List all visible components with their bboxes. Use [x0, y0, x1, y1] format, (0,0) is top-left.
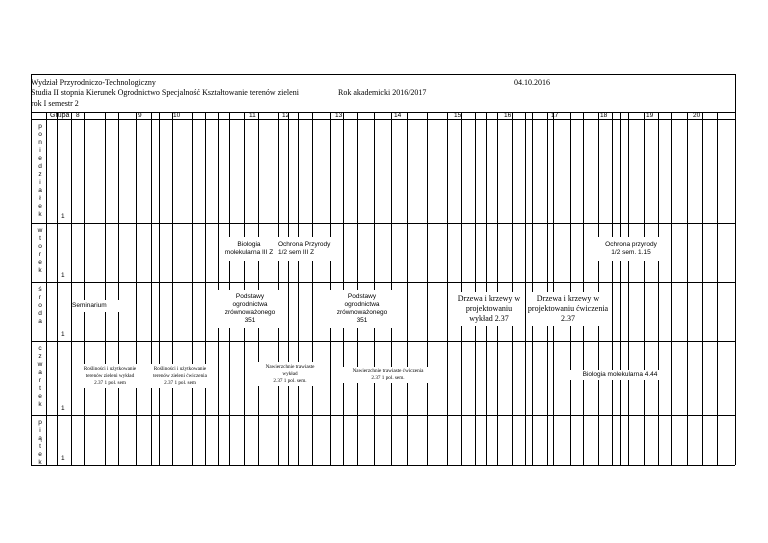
course-thu-biologia[interactable]: [570, 370, 670, 380]
group-number: 1: [61, 331, 65, 338]
column-line: [702, 112, 703, 465]
course-thu-roslinnosci-cwiczenia[interactable]: [146, 364, 214, 388]
column-line: [298, 112, 299, 465]
course-line: 2.37 1 pol. sem.: [273, 377, 307, 384]
hour-label: 10: [173, 112, 181, 119]
column-line: [391, 112, 392, 465]
course-line: Podstawy: [347, 293, 377, 300]
course-line: ogrodnictwa: [344, 301, 380, 308]
hour-label: 14: [394, 112, 402, 119]
course-wed-podstawy-1[interactable]: [218, 290, 282, 328]
day-letter: a: [38, 318, 42, 325]
day-letter: n: [38, 139, 42, 146]
course-line: wykład 2.37: [469, 314, 509, 323]
course-line: 2.37 1 pol. sem: [164, 379, 196, 386]
row-line: [31, 465, 735, 466]
course-line: Seminarium: [72, 302, 107, 309]
course-thu-nawierzchnie-wyklad[interactable]: [256, 362, 324, 386]
column-line: [570, 112, 571, 465]
day-letter: o: [38, 302, 42, 309]
hour-label: 20: [693, 112, 701, 119]
column-line: [658, 112, 659, 465]
column-line: [312, 112, 313, 465]
column-line: [172, 112, 173, 465]
group-number: 1: [61, 455, 65, 462]
document-date: 04.10.2016: [514, 78, 550, 87]
course-line: 2.37 1 pol. sem.: [371, 375, 405, 381]
hour-label: 15: [454, 112, 462, 119]
course-line: Rośliności i użytkowanie: [83, 365, 137, 372]
day-letter: k: [38, 211, 42, 218]
course-tue-biologia[interactable]: [222, 237, 276, 261]
column-line: [735, 112, 736, 465]
course-tue-ochrona[interactable]: [278, 237, 336, 261]
column-line: [475, 112, 476, 465]
column-line: [532, 112, 533, 465]
day-letter: z: [38, 171, 42, 178]
column-line: [192, 112, 193, 465]
column-line: [583, 112, 584, 465]
day-letter: k: [38, 459, 42, 466]
course-thu-nawierzchnie-cwiczenia[interactable]: [342, 367, 434, 383]
day-letter: e: [38, 393, 42, 400]
course-line: wykład: [282, 370, 298, 377]
frame-left: [31, 74, 32, 465]
course-line: Drzewa i krzewy w: [536, 294, 600, 303]
column-line: [136, 112, 137, 465]
course-tue-ochrona2[interactable]: [598, 237, 664, 261]
column-line: [687, 112, 688, 465]
day-letter: r: [38, 294, 42, 301]
day-letter: t: [39, 443, 41, 450]
course-wed-seminarium[interactable]: [72, 300, 132, 312]
column-line: [105, 112, 106, 465]
course-line: 351: [356, 317, 368, 324]
hour-label: 12: [282, 112, 290, 119]
day-letter: k: [38, 267, 42, 274]
column-line: [497, 112, 498, 465]
column-line: [486, 112, 487, 465]
column-line: [512, 112, 513, 465]
day-letter: o: [38, 243, 42, 250]
column-line: [57, 112, 58, 465]
column-line: [258, 112, 259, 465]
day-letter: p: [38, 419, 42, 426]
column-line: [343, 112, 344, 465]
day-letter: i: [39, 427, 41, 434]
hour-label: 11: [249, 112, 256, 119]
course-line: Biologia: [237, 241, 261, 248]
course-line: terenów zieleni ćwiczenia: [153, 372, 207, 379]
column-line: [461, 112, 462, 465]
course-line: projektowaniu: [465, 304, 513, 313]
day-letter: d: [38, 163, 42, 170]
day-letter: i: [39, 147, 41, 154]
column-line: [46, 112, 47, 465]
academic-year: Rok akademicki 2016/2017: [338, 88, 427, 97]
day-letter: d: [38, 310, 42, 317]
column-line: [374, 112, 375, 465]
course-line: Nawierzchnie trawiaste: [265, 363, 315, 370]
course-thu-roslinnosci-wyklad[interactable]: [76, 364, 144, 388]
year-semester: rok I semestr 2: [31, 99, 79, 108]
group-number: 1: [61, 405, 65, 412]
hour-label: 18: [600, 112, 608, 119]
faculty-name: Wydział Przyrodniczo-Technologiczny: [31, 78, 156, 87]
hour-label: 19: [646, 112, 654, 119]
course-line: 351: [244, 317, 256, 324]
course-line: Biologia molekularna 4.44: [582, 371, 658, 378]
day-letter: ą: [38, 435, 42, 442]
course-wed-drzewa-cwiczenia[interactable]: [526, 292, 610, 326]
course-line: 2.37 1 pol. sem: [94, 379, 126, 386]
column-line: [671, 112, 672, 465]
column-line: [357, 112, 358, 465]
course-line: 2.37: [561, 314, 575, 323]
group-number: 1: [61, 272, 65, 279]
study-info: Studia II stopnia Kierunek Ogrodnictwo Specjalność Kształtowanie terenów zieleni: [31, 88, 299, 97]
course-line: zrównoważonego: [224, 309, 276, 316]
day-letter: ś: [38, 286, 42, 293]
day-letter: w: [37, 227, 43, 234]
column-line: [598, 112, 599, 465]
column-line: [84, 112, 85, 465]
day-letter: w: [37, 361, 43, 368]
day-letter: e: [38, 259, 42, 266]
hour-label: 13: [335, 112, 343, 119]
hour-label: 9: [138, 112, 142, 119]
day-letter: z: [38, 353, 42, 360]
column-line: [427, 112, 428, 465]
hour-label: 16: [504, 112, 512, 119]
course-line: Ochrona przyrody: [605, 241, 657, 248]
column-line: [205, 112, 206, 465]
course-line: Podstawy: [235, 293, 265, 300]
column-line: [717, 112, 718, 465]
day-letter: ł: [39, 195, 41, 202]
column-line: [407, 112, 408, 465]
column-line: [644, 112, 645, 465]
day-letter: a: [38, 369, 42, 376]
column-line: [229, 112, 230, 465]
column-line: [553, 112, 554, 465]
column-line: [278, 112, 279, 465]
column-line: [118, 112, 119, 465]
column-line: [447, 112, 448, 465]
column-line: [288, 112, 289, 465]
column-line: [151, 112, 152, 465]
column-line: [620, 112, 621, 465]
course-line: molekularna III Z: [224, 249, 274, 256]
day-letter: t: [39, 385, 41, 392]
column-line: [71, 112, 72, 465]
day-letter: r: [38, 251, 42, 258]
column-line: [244, 112, 245, 465]
column-line: [547, 112, 548, 465]
group-number: 1: [61, 213, 65, 220]
day-letter: r: [38, 377, 42, 384]
course-line: Rośliności i użytkowanie: [153, 365, 207, 372]
day-letter: k: [38, 401, 42, 408]
course-line: 1/2 sem III Z: [278, 249, 315, 256]
column-line: [525, 112, 526, 465]
course-line: zrównoważonego: [336, 309, 388, 316]
day-letter: p: [38, 123, 42, 130]
day-letter: e: [38, 451, 42, 458]
day-letter: c: [38, 345, 42, 352]
course-line: ogrodnictwa: [232, 301, 268, 308]
day-letter: e: [38, 155, 42, 162]
course-line: Ochrona Przyrody: [278, 241, 331, 248]
hour-label: 17: [551, 112, 559, 119]
column-line: [159, 112, 160, 465]
column-line: [612, 112, 613, 465]
course-wed-podstawy-2[interactable]: [330, 290, 394, 328]
hour-label: 8: [76, 112, 80, 119]
course-line: projektowaniu ćwiczenia: [527, 304, 609, 313]
frame-top: [31, 74, 736, 75]
column-line: [218, 112, 219, 465]
day-letter: o: [38, 131, 42, 138]
day-letter: t: [39, 235, 41, 242]
course-line: Nawierzchnie trawiaste ćwiczenia: [352, 368, 424, 374]
column-line: [628, 112, 629, 465]
day-letter: i: [39, 179, 41, 186]
group-label: Grupa: [50, 112, 70, 119]
course-wed-drzewa-wyklad[interactable]: [453, 292, 525, 326]
day-letter: e: [38, 203, 42, 210]
course-line: Drzewa i krzewy w: [457, 294, 521, 303]
column-line: [330, 112, 331, 465]
day-letter: a: [38, 187, 42, 194]
course-line: 1/2 sem. 1.15: [611, 249, 651, 256]
course-line: terenów zieleni wykład: [85, 372, 135, 379]
